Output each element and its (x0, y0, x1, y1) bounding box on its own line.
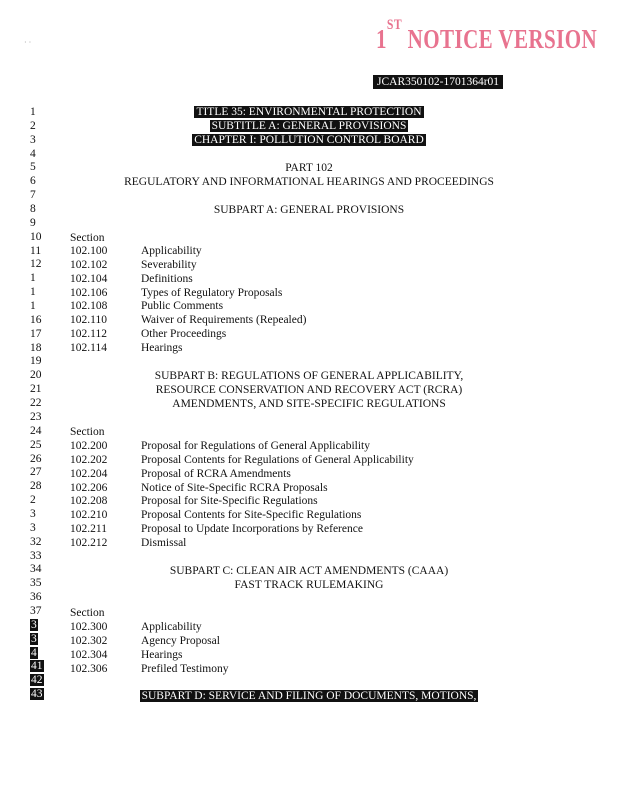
section-number: 102.306 (70, 662, 108, 675)
part-number: PART 102 (285, 162, 333, 174)
section-title: Waiver of Requirements (Repealed) (141, 314, 307, 327)
section-title: Hearings (141, 648, 183, 661)
line-number: 22 (30, 397, 42, 410)
line-number: 25 (30, 438, 42, 451)
section-number: 102.114 (70, 342, 107, 355)
section-title: Proposal Contents for Site-Specific Regulations (141, 509, 362, 522)
section-title: Notice of Site-Specific RCRA Proposals (141, 481, 328, 494)
subpart-c-heading-line-2: FAST TRACK RULEMAKING (234, 579, 384, 591)
line-number: 23 (30, 410, 42, 423)
line-number: 1 (30, 272, 36, 285)
line-number: 1 (30, 106, 36, 118)
section-title: Proposal for Site-Specific Regulations (141, 495, 318, 508)
notice-version-stamp: 1ST NOTICE VERSION (376, 17, 598, 54)
line-number: 21 (30, 383, 42, 396)
document-id: JCAR350102-1701364r01 (373, 75, 503, 89)
line-number: 6 (30, 175, 36, 188)
section-number: 102.112 (70, 328, 107, 341)
line-number: 1 (30, 300, 36, 313)
section-number: 102.100 (70, 245, 108, 257)
line-number: 8 (30, 203, 36, 216)
section-title: Prefiled Testimony (141, 662, 229, 675)
section-number: 102.104 (70, 272, 108, 285)
section-title: Types of Regulatory Proposals (141, 286, 283, 299)
section-title: Proposal to Update Incorporations by Reference (141, 523, 363, 536)
line-number: 33 (30, 549, 42, 562)
section-number: 102.208 (70, 495, 108, 508)
line-number: 5 (30, 161, 36, 174)
line-number: 43 (31, 688, 43, 701)
section-title: Proposal of RCRA Amendments (141, 467, 291, 480)
subpart-b-section-label: Section (70, 426, 105, 438)
line-number: 19 (30, 355, 42, 368)
section-number: 102.108 (70, 300, 108, 313)
subtitle-heading: SUBTITLE A: GENERAL PROVISIONS (211, 120, 407, 132)
line-number: 11 (30, 244, 42, 257)
chapter-heading: CHAPTER I: POLLUTION CONTROL BOARD (194, 134, 424, 146)
section-number: 102.206 (70, 481, 108, 494)
line-number: 3 (30, 507, 36, 520)
section-number: 102.200 (70, 440, 108, 452)
line-number: 2 (30, 119, 36, 132)
section-number: 102.212 (70, 537, 108, 550)
subpart-a-heading: SUBPART A: GENERAL PROVISIONS (213, 204, 405, 216)
subpart-b-heading-line-1: SUBPART B: REGULATIONS OF GENERAL APPLICABILITY, (154, 370, 464, 382)
line-number: 41 (31, 660, 43, 673)
subpart-a-section-label: Section (70, 232, 105, 244)
section-number: 102.102 (70, 258, 108, 271)
subpart-b-heading-line-2: RESOURCE CONSERVATION AND RECOVERY ACT (RCRA) (155, 384, 463, 396)
line-number: 24 (30, 424, 42, 437)
line-number: 42 (31, 674, 43, 687)
line-number: 26 (30, 452, 42, 465)
title-heading: TITLE 35: ENVIRONMENTAL PROTECTION (196, 106, 422, 118)
line-number: 4 (30, 147, 36, 160)
subpart-c-heading-line-1: SUBPART C: CLEAN AIR ACT AMENDMENTS (CAAA) (169, 565, 449, 577)
section-number: 102.302 (70, 634, 108, 647)
section-number: 102.211 (70, 523, 107, 536)
line-number: 16 (30, 313, 42, 326)
line-number: 10 (30, 230, 42, 243)
line-number: 18 (30, 341, 42, 354)
line-number: 37 (30, 604, 42, 617)
subpart-d-heading: SUBPART D: SERVICE AND FILING OF DOCUMENTS, MOTIONS, (141, 690, 477, 702)
line-number: 32 (30, 535, 42, 548)
line-number: 9 (30, 216, 36, 229)
line-number: 3 (30, 521, 36, 534)
section-title: Dismissal (141, 537, 187, 550)
section-number: 102.304 (70, 648, 108, 661)
line-number: 35 (30, 577, 42, 590)
line-number: 7 (30, 189, 36, 202)
line-number: 2 (30, 494, 36, 507)
section-title: Applicability (141, 245, 202, 257)
line-number: 17 (30, 327, 42, 340)
line-number: 1 (30, 286, 36, 299)
part-name: REGULATORY AND INFORMATIONAL HEARINGS AND PROCEEDINGS (124, 176, 494, 188)
scan-specks: · · (24, 38, 32, 47)
section-title: Applicability (141, 621, 202, 633)
section-title: Agency Proposal (141, 634, 220, 647)
section-number: 102.202 (70, 453, 108, 466)
line-number: 4 (31, 646, 37, 659)
line-number: 3 (30, 133, 36, 146)
section-title: Public Comments (141, 300, 224, 313)
section-title: Proposal Contents for Regulations of General Applicability (141, 453, 414, 466)
section-title: Definitions (141, 272, 193, 285)
subpart-b-heading-line-3: AMENDMENTS, AND SITE-SPECIFIC REGULATIONS (172, 398, 446, 410)
line-number: 20 (30, 369, 42, 382)
section-number: 102.106 (70, 286, 108, 299)
section-number: 102.300 (70, 621, 108, 633)
section-number: 102.210 (70, 509, 108, 522)
section-number: 102.204 (70, 467, 108, 480)
line-number: 36 (30, 591, 42, 604)
section-title: Hearings (141, 342, 183, 355)
section-number: 102.110 (70, 314, 107, 327)
line-number: 3 (31, 632, 37, 645)
line-number: 28 (30, 480, 42, 493)
subpart-c-section-label: Section (70, 607, 105, 619)
line-number: 3 (31, 618, 37, 631)
line-number: 34 (30, 563, 42, 576)
line-number: 27 (30, 466, 42, 479)
section-title: Proposal for Regulations of General Applicability (141, 440, 370, 452)
section-title: Other Proceedings (141, 328, 227, 341)
section-title: Severability (141, 258, 197, 271)
line-number: 12 (30, 258, 42, 271)
